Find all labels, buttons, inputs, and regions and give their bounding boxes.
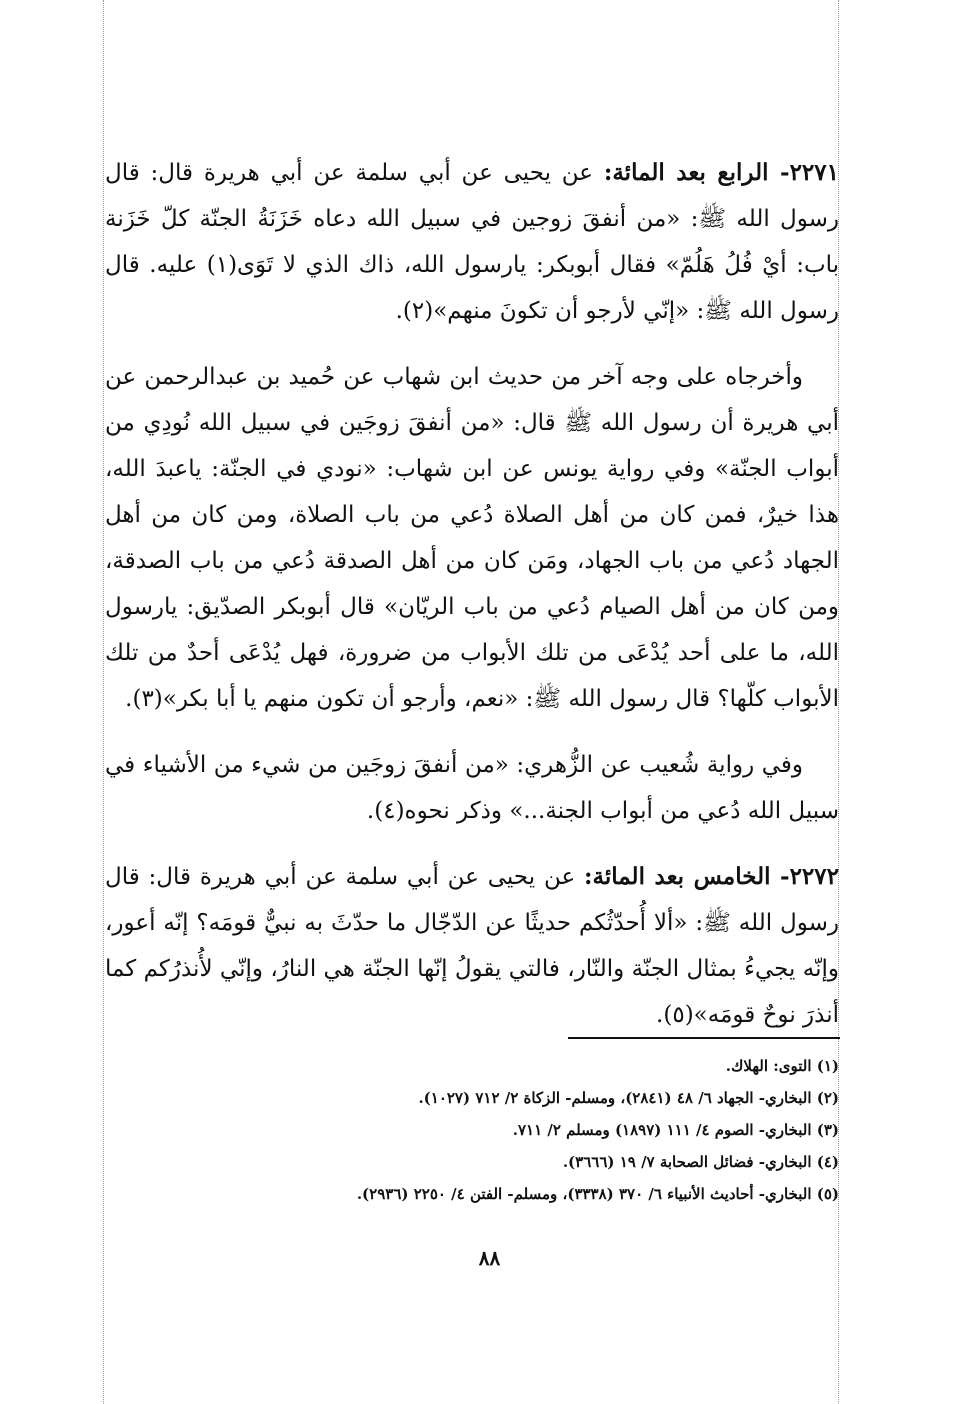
hadith-heading: ٢٢٧٢- الخامس بعد المائة: — [584, 863, 839, 890]
hadith-heading: ٢٢٧١- الرابع بعد المائة: — [603, 159, 839, 186]
footnote-separator — [568, 1037, 840, 1039]
paragraph-text: عن يحيى عن أبي سلمة عن أبي هريرة قال: قال رسول الله ﷺ: «ألا أُحدّثُكم حديثًا عن الدّجّال ما حدّثَ به نبيٌّ قومَه؟ إنّه أعور، وإنّه يجيءُ بمثال الجنّة والنّار، فالتي يقولُ إنّها الجنّة هي النارُ، وإنّي لأُنذرُكم كما أنذرَ نوحٌ قومَه»(٥). — [105, 864, 840, 1028]
footnote: (٣) البخاري- الصوم ٤/ ١١١ (١٨٩٧) ومسلم ٢/ ٧١١. — [512, 1121, 839, 1139]
hadith-paragraph — [105, 150, 839, 334]
paragraph-text: وفي رواية شُعيب عن الزُّهري: «من أنفقَ زوجَين من شيء من الأشياء في سبيل الله دُعي من أبواب الجنة...» وذكر نحوه(٤). — [105, 752, 839, 824]
main-text — [105, 150, 839, 1058]
page-number: ٨٨ — [478, 1246, 501, 1270]
paragraph-text: وأخرجاه على وجه آخر من حديث ابن شهاب عن حُميد بن عبدالرحمن عن أبي هريرة أن رسول الله ﷺ قال: «من أنفقَ زوجَين في سبيل الله نُودِي من أبواب الجنّة» وفي رواية يونس عن ابن شهاب: «نودي في الجنّة: ياعبدَ الله، هذا خيرٌ، فمن كان من أهل الصلاة دُعي من باب الصلاة، ومن كان من أهل الجهاد دُعي من باب الجهاد، ومَن كان من أهل الصدقة دُعي من باب الصدقة، ومن كان من أهل الصيام دُعي من باب الريّان» قال أبوبكر الصدّيق: يارسول الله، ما على أحد يُدْعَى من تلك الأبواب من ضرورة، فهل يُدْعَى أحدٌ من تلك الأبواب كلّها؟ قال رسول الله ﷺ: «نعم، وأرجو أن تكون منهم يا أبا بكر»(٣). — [105, 364, 839, 712]
hadith-paragraph — [105, 854, 839, 1038]
hadith-paragraph — [105, 742, 839, 834]
footnote: (٢) البخاري- الجهاد ٦/ ٤٨ (٢٨٤١)، ومسلم- الزكاة ٢/ ٧١٢ (١٠٢٧). — [418, 1089, 839, 1107]
footnote: (٥) البخاري- أحاديث الأنبياء ٦/ ٣٧٠ (٣٣٣٨)، ومسلم- الفتن ٤/ ٢٢٥٠ (٢٩٣٦). — [356, 1185, 839, 1203]
footnote: (١) التوى: الهلاك. — [725, 1057, 839, 1075]
footnote: (٤) البخاري- فضائل الصحابة ٧/ ١٩ (٣٦٦٦). — [562, 1153, 839, 1171]
left-margin-rule — [103, 0, 104, 1404]
hadith-paragraph — [105, 354, 839, 722]
footnotes — [105, 1050, 839, 1210]
paragraph-text: عن يحيى عن أبي سلمة عن أبي هريرة قال: قال رسول الله ﷺ: «من أنفقَ زوجين في سبيل الله دعاه خَزَنَةُ الجنّة كلّ خَزَنة باب: أيْ فُلُ هَلُمّ» فقال أبوبكر: يارسول الله، ذاك الذي لا تَوَى(١) عليه. قال رسول الله ﷺ: «إنّي لأرجو أن تكونَ منهم»(٢). — [105, 160, 840, 324]
